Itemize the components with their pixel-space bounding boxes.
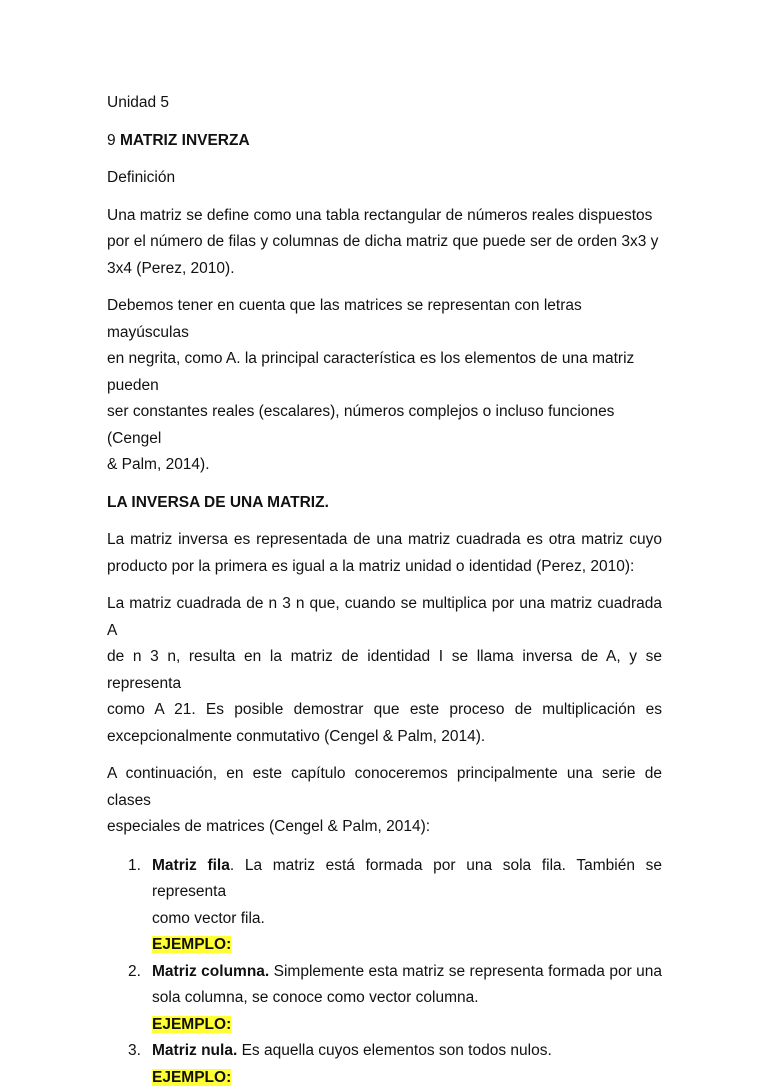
paragraph-notation — [107, 293, 662, 479]
paragraph-line: La matriz cuadrada de n 3 n que, cuando se multiplica por una matriz cuadrada A — [107, 591, 662, 644]
paragraph-identity — [107, 591, 662, 750]
paragraph-line: Una matriz se define como una tabla rectangular de números reales dispuestos — [107, 203, 662, 230]
paragraph-line: producto por la primera es igual a la matriz unidad o identidad (Perez, 2010): — [107, 554, 662, 581]
paragraph-line: La matriz inversa es representada de una matriz cuadrada es otra matriz cuyo — [107, 527, 662, 554]
list-number: 3. — [128, 1038, 141, 1065]
section-title — [107, 128, 662, 155]
paragraph-line: como A 21. Es posible demostrar que este proceso de multiplicación es — [107, 697, 662, 724]
unit-label: Unidad 5 — [107, 90, 662, 117]
list-number: 2. — [128, 959, 141, 986]
example-label: EJEMPLO: — [152, 1069, 231, 1086]
matrix-types-list — [107, 853, 662, 1091]
section-number: 9 — [107, 132, 116, 149]
paragraph-line: 3x4 (Perez, 2010). — [107, 256, 662, 283]
example-label: EJEMPLO: — [152, 936, 231, 953]
list-item-line — [152, 1038, 662, 1065]
list-item — [107, 1038, 662, 1091]
paragraph-line: en negrita, como A. la principal característica es los elementos de una matriz pueden — [107, 346, 662, 399]
list-item-line — [152, 959, 662, 986]
section-title-text: MATRIZ INVERZA — [120, 132, 250, 149]
list-item-line: como vector fila. — [152, 906, 662, 933]
list-item — [107, 853, 662, 959]
paragraph-line: Debemos tener en cuenta que las matrices se representan con letras mayúsculas — [107, 293, 662, 346]
paragraph-line: por el número de filas y columnas de dicha matriz que puede ser de orden 3x3 y — [107, 229, 662, 256]
definition-heading: Definición — [107, 165, 662, 192]
paragraph-line: ser constantes reales (escalares), números complejos o incluso funciones (Cengel — [107, 399, 662, 452]
list-item-example — [152, 932, 662, 959]
paragraph-line: & Palm, 2014). — [107, 452, 662, 479]
list-number: 1. — [128, 853, 141, 880]
list-item-line — [152, 853, 662, 906]
list-item-example — [152, 1065, 662, 1091]
list-text: . La matriz está formada por una sola fila. También se representa — [152, 857, 662, 901]
paragraph-definition — [107, 203, 662, 283]
document-content — [107, 90, 662, 1091]
list-item — [107, 959, 662, 1039]
list-text: Es aquella cuyos elementos son todos nulos. — [237, 1042, 552, 1059]
list-term: Matriz nula. — [152, 1042, 237, 1059]
example-label: EJEMPLO: — [152, 1016, 231, 1033]
list-text: Simplemente esta matriz se representa formada por una — [269, 963, 662, 980]
paragraph-line: A continuación, en este capítulo conoceremos principalmente una serie de clases — [107, 761, 662, 814]
list-term: Matriz columna. — [152, 963, 269, 980]
inverse-heading: LA INVERSA DE UNA MATRIZ. — [107, 490, 662, 517]
paragraph-line: de n 3 n, resulta en la matriz de identidad I se llama inversa de A, y se representa — [107, 644, 662, 697]
paragraph-classes — [107, 761, 662, 841]
paragraph-line: excepcionalmente conmutativo (Cengel & Palm, 2014). — [107, 724, 662, 751]
list-term: Matriz fila — [152, 857, 230, 874]
list-item-example — [152, 1012, 662, 1039]
paragraph-line: especiales de matrices (Cengel & Palm, 2014): — [107, 814, 662, 841]
list-item-line: sola columna, se conoce como vector columna. — [152, 985, 662, 1012]
paragraph-inverse — [107, 527, 662, 580]
